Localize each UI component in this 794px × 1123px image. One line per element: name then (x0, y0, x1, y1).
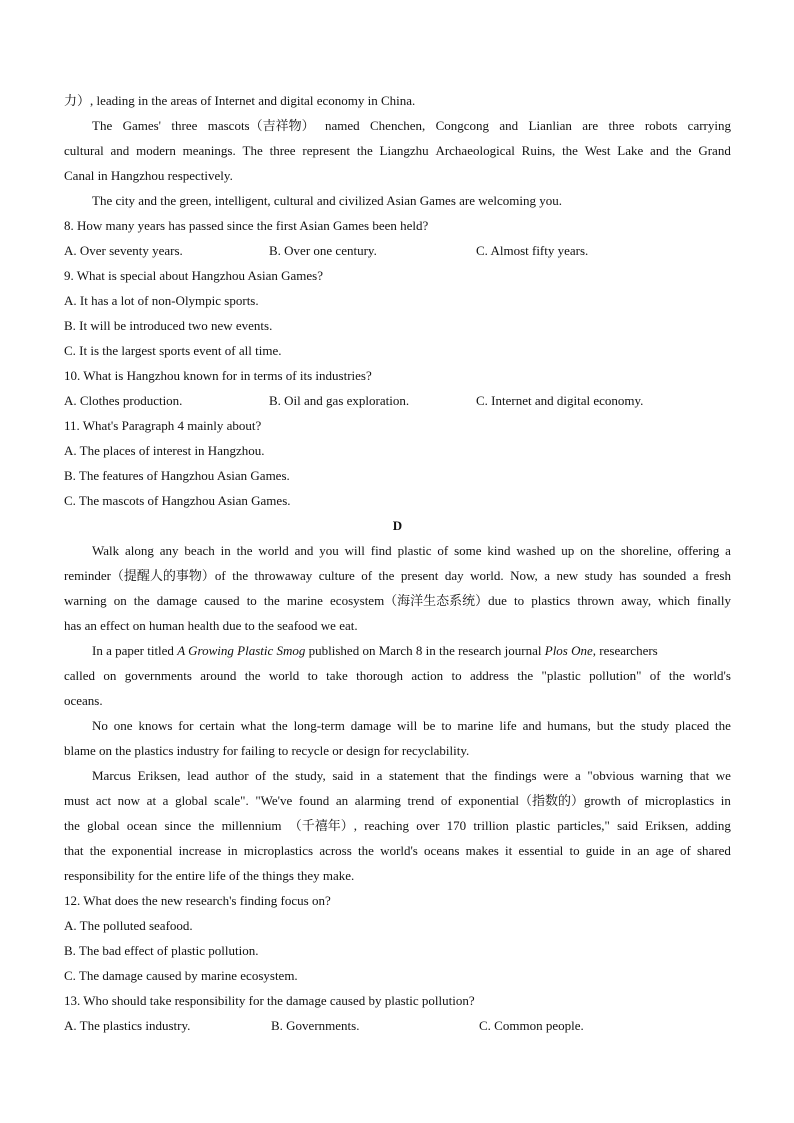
question-11: 11. What's Paragraph 4 mainly about? (64, 418, 262, 433)
passage-d-p1-line2: reminder（提醒人的事物）of the throwaway culture of the present day world. Now, a new study has sounded a fresh (64, 568, 731, 583)
question-8-options (64, 238, 731, 263)
option-a[interactable]: A. The polluted seafood. (64, 918, 193, 933)
passage-d-p3-line1: No one knows for certain what the long-term damage will be to marine life and humans, but the study placed the (92, 718, 731, 733)
passage-d-p4-line4: that the exponential increase in microplastics across the world's oceans makes it essential to guide in an age of shared (64, 843, 731, 858)
passage-c-p2-line3: Canal in Hangzhou respectively. (64, 168, 233, 183)
passage-d-p2-line2: called on governments around the world to take thorough action to address the "plastic pollution" of the world's (64, 668, 731, 683)
option-a[interactable]: A. The plastics industry. (64, 1018, 191, 1033)
paper-title: A Growing Plastic Smog (177, 643, 306, 658)
option-b[interactable]: B. Oil and gas exploration. (269, 393, 410, 408)
option-c[interactable]: C. The mascots of Hangzhou Asian Games. (64, 493, 291, 508)
passage-d-heading: D (392, 518, 403, 533)
question-13: 13. Who should take responsibility for the damage caused by plastic pollution? (64, 993, 475, 1008)
passage-c-p3: The city and the green, intelligent, cultural and civilized Asian Games are welcoming you. (92, 193, 563, 208)
question-9: 9. What is special about Hangzhou Asian Games? (64, 268, 323, 283)
passage-d-p4-line1: Marcus Eriksen, lead author of the study, said in a statement that the findings were a "obvious warning that we (92, 768, 731, 783)
option-c[interactable]: C. The damage caused by marine ecosystem. (64, 968, 298, 983)
passage-d-p1-line3: warning on the damage caused to the marine ecosystem（海洋生态系统）due to plastics thrown away, which finally (64, 593, 731, 608)
option-c[interactable]: C. Almost fifty years. (476, 243, 589, 258)
question-12: 12. What does the new research's finding focus on? (64, 893, 331, 908)
passage-c-p2-line2: cultural and modern meanings. The three represent the Liangzhu Archaeological Ruins, the West Lake and the Grand (64, 143, 731, 158)
passage-d-p2-line3: oceans. (64, 693, 103, 708)
option-a[interactable]: A. It has a lot of non-Olympic sports. (64, 293, 259, 308)
option-a[interactable]: A. The places of interest in Hangzhou. (64, 443, 265, 458)
passage-d-p4-line5: responsibility for the entire life of the things they make. (64, 868, 355, 883)
worksheet-page (64, 88, 731, 1038)
question-10-options (64, 388, 731, 413)
option-a[interactable]: A. Over seventy years. (64, 243, 183, 258)
option-b[interactable]: B. Over one century. (269, 243, 377, 258)
option-b[interactable]: B. It will be introduced two new events. (64, 318, 273, 333)
passage-d-p4-line3: the global ocean since the millennium （千禧年）, reaching over 170 trillion plastic particles," said Eriksen, adding (64, 818, 731, 833)
passage-d-p4-line2: must act now at a global scale". "We've found an alarming trend of exponential（指数的）growth of microplastics in (64, 793, 731, 808)
journal-name: Plos One (544, 643, 593, 658)
question-13-options (64, 1013, 731, 1038)
option-c[interactable]: C. It is the largest sports event of all time. (64, 343, 282, 358)
passage-d-p3-line2: blame on the plastics industry for failing to recycle or design for recyclability. (64, 743, 470, 758)
option-c[interactable]: C. Internet and digital economy. (476, 393, 644, 408)
passage-d-p1-line4: has an effect on human health due to the seafood we eat. (64, 618, 358, 633)
passage-d-p1-line1: Walk along any beach in the world and you will find plastic of some kind washed up on the shoreline, offering a (92, 543, 731, 558)
question-8: 8. How many years has passed since the first Asian Games been held? (64, 218, 429, 233)
question-10: 10. What is Hangzhou known for in terms of its industries? (64, 368, 372, 383)
option-c[interactable]: C. Common people. (479, 1018, 584, 1033)
passage-d-p2-line1: In a paper titled A Growing Plastic Smog published on March 8 in the research journal Plos One, researchers (92, 643, 658, 658)
option-b[interactable]: B. Governments. (271, 1018, 360, 1033)
passage-c-line: 力）, leading in the areas of Internet and digital economy in China. (64, 93, 416, 108)
option-a[interactable]: A. Clothes production. (64, 393, 183, 408)
option-b[interactable]: B. The bad effect of plastic pollution. (64, 943, 259, 958)
option-b[interactable]: B. The features of Hangzhou Asian Games. (64, 468, 290, 483)
passage-c-p2-line1: The Games' three mascots（吉祥物） named Chenchen, Congcong and Lianlian are three robots carrying (92, 118, 731, 133)
